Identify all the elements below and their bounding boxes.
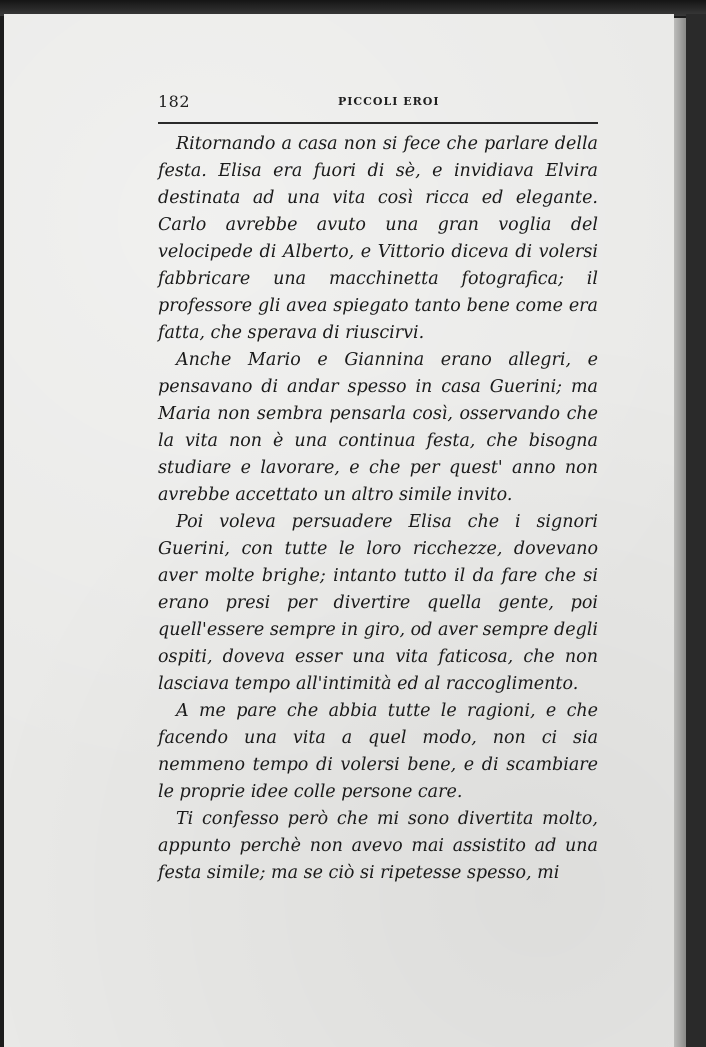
running-title: PICCOLI EROI [338, 95, 440, 108]
page-number: 182 [158, 92, 191, 111]
paragraph-4: A me pare che abbia tutte le ragioni, e che facendo una vita a quel modo, non ci sia nemmeno tempo di volersi bene, e di scambiare le proprie idee colle persone care. [158, 701, 598, 802]
paragraph-5: Ti confesso però che mi sono divertita molto, appunto perchè non avevo mai assistito ad una festa simile; ma se ciò si ripetesse spesso, mi [158, 809, 598, 883]
paragraph-1: Ritornando a casa non si fece che parlare della festa. Elisa era fuori di sè, e invidiava Elvira destinata ad una vita così ricca ed elegante. Carlo avrebbe avuto una gran voglia del velocipede di Alberto, e Vittorio diceva di volersi fabbricare una macchinetta fotografica; il professore gli avea spiegato tanto bene come era fatta, che sperava di riuscirvi. [158, 134, 598, 343]
page-edge [674, 18, 686, 1047]
paragraph-3: Poi voleva persuadere Elisa che i signori Guerini, con tutte le loro ricchezze, dovevano aver molte brighe; intanto tutto il da fare che si erano presi per divertire quella gente, poi quell'essere sempre in giro, od aver sempre degli ospiti, doveva esser una vita faticosa, che non lasciava tempo all'intimità ed al raccoglimento. [158, 512, 598, 694]
body-text [158, 131, 598, 887]
book-spine [686, 14, 706, 1047]
header-rule [158, 122, 598, 124]
running-header [158, 92, 598, 118]
paragraph-2: Anche Mario e Giannina erano allegri, e pensavano di andar spesso in casa Guerini; ma Maria non sembra pensarla così, osservando che la vita non è una continua festa, che bisogna studiare e lavorare, e che per quest' anno non avrebbe accettato un altro simile invito. [158, 350, 598, 505]
